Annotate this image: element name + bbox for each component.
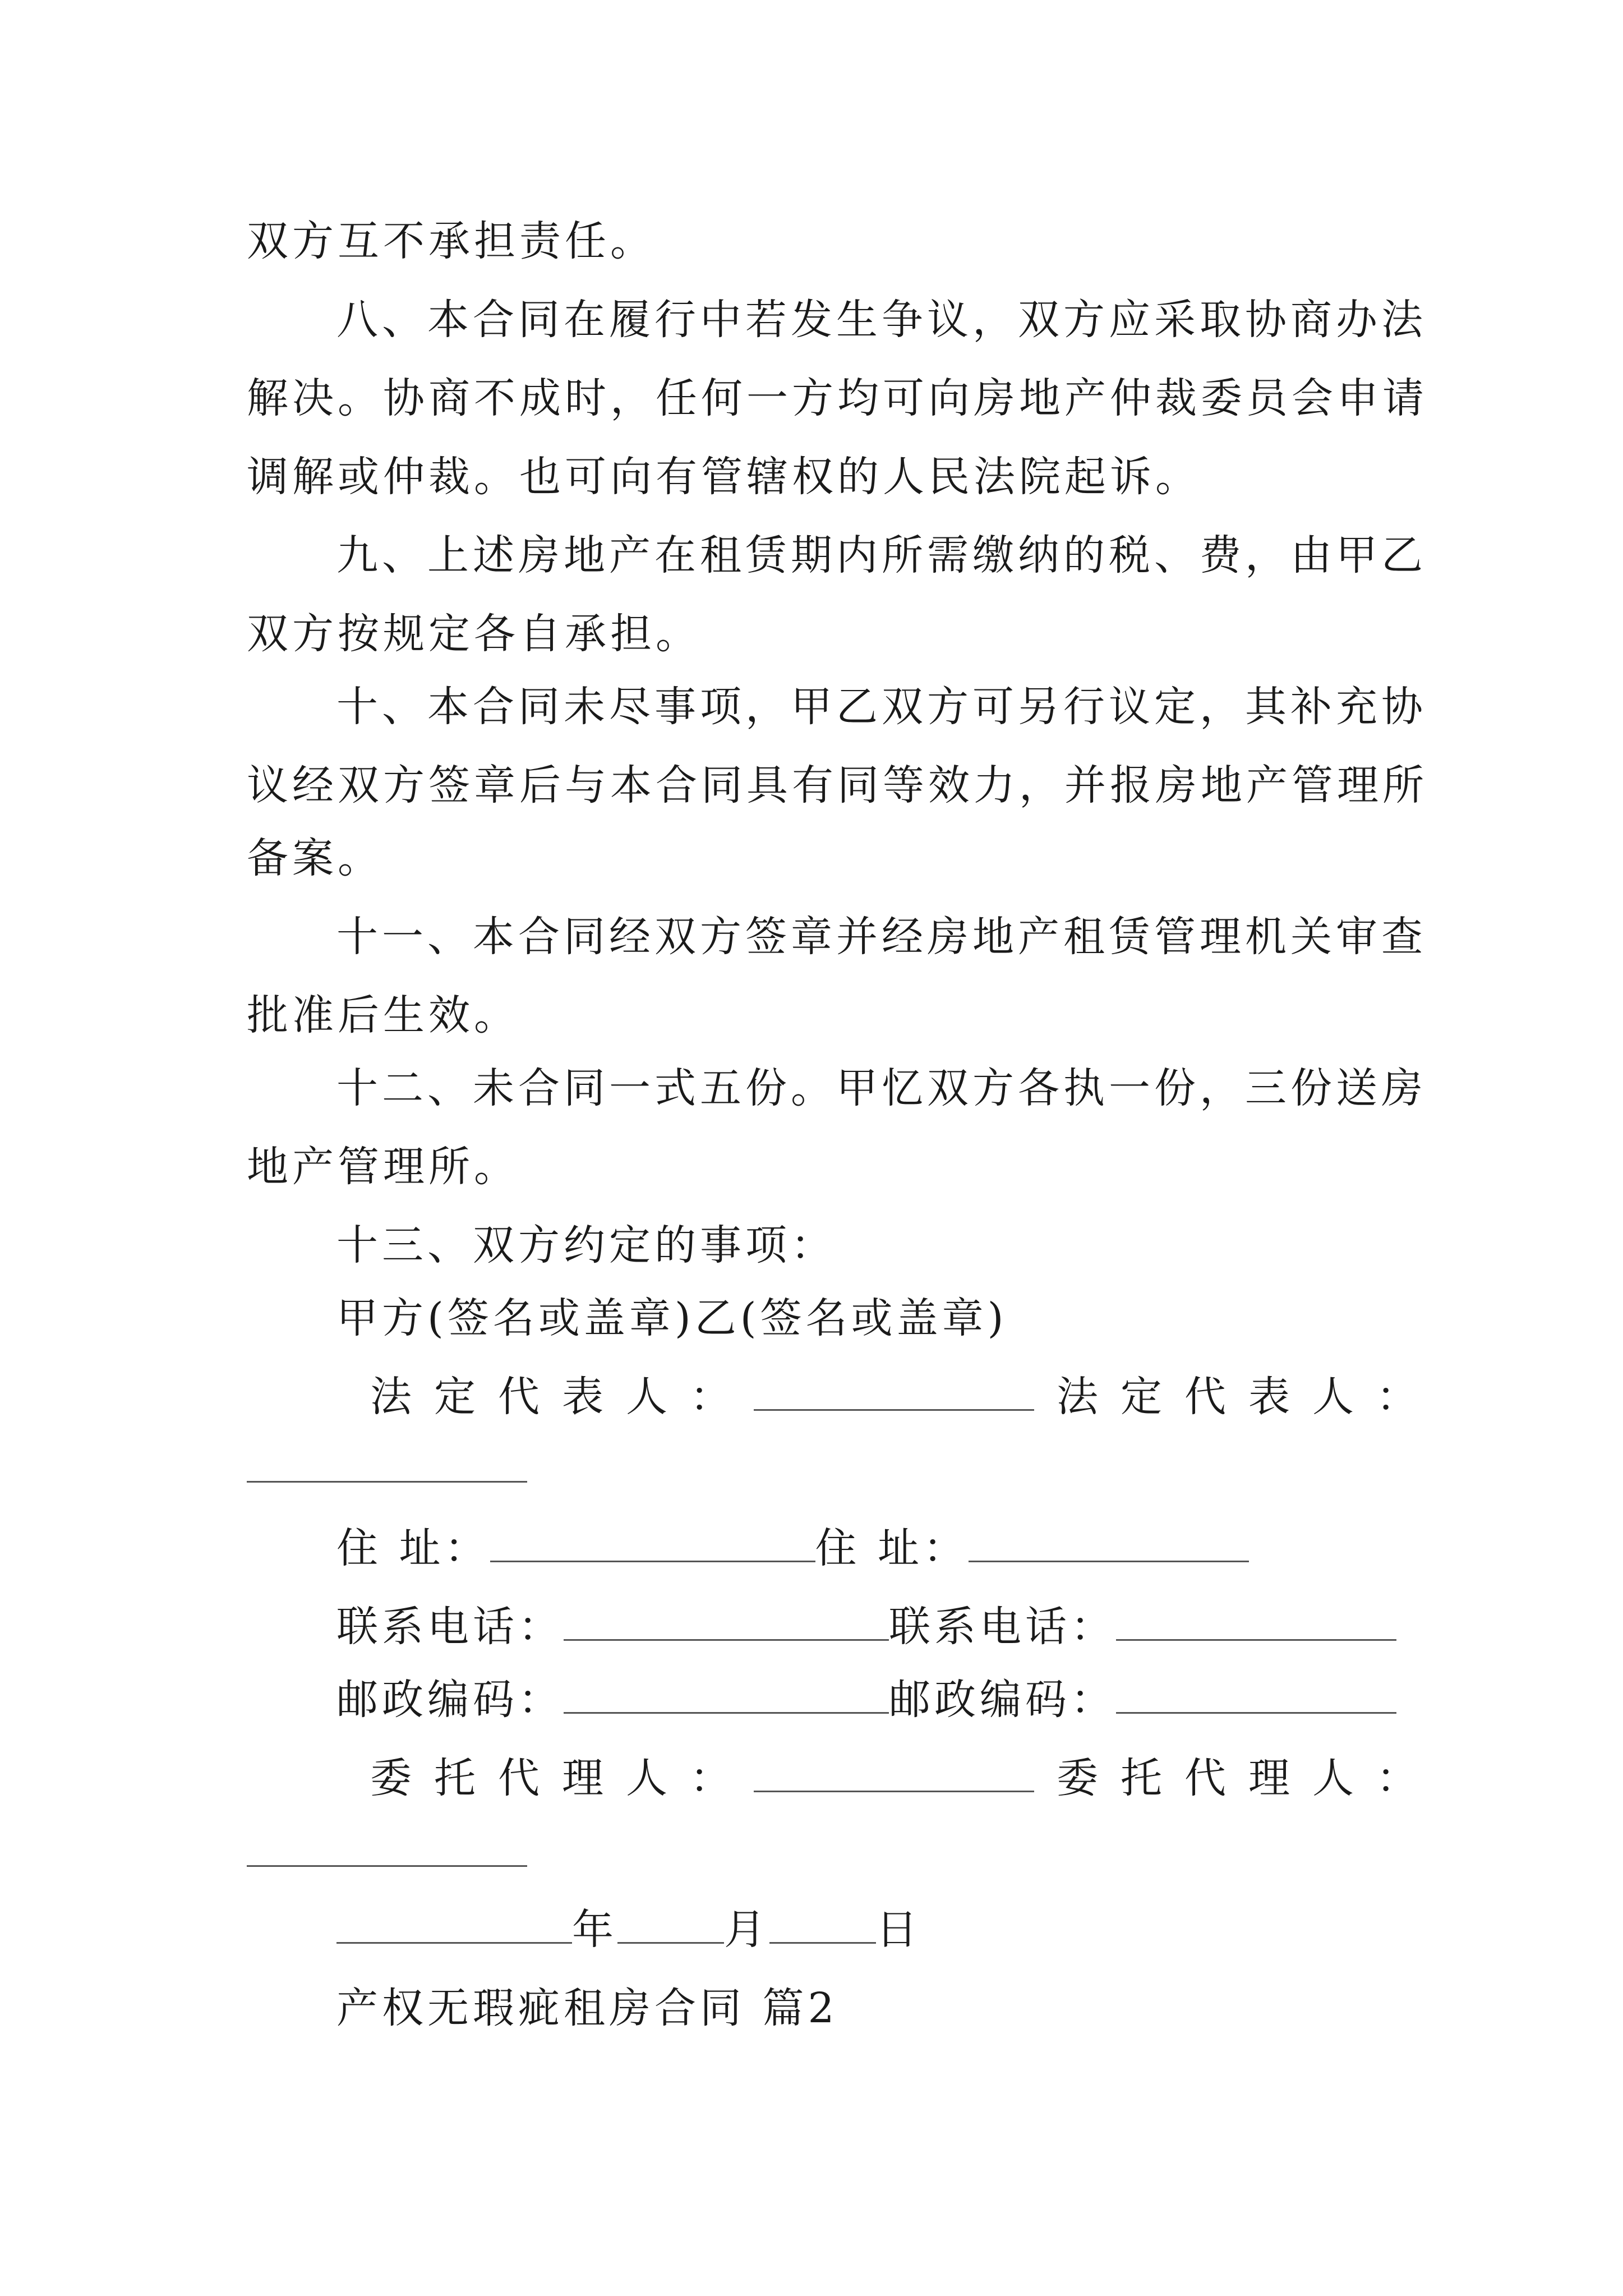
clause-9-line-2: 双方按规定各自承担。 (247, 610, 701, 658)
postal-row (336, 1672, 1396, 1728)
day-label: 日 (876, 1906, 921, 1954)
phone-a-blank (564, 1604, 889, 1641)
postal-a-label: 邮政编码： (336, 1676, 564, 1724)
clause-8-line-1: 八、本合同在履行中若发生争议，双方应采取协商办法 (336, 296, 1427, 344)
agent-b-blank (247, 1865, 527, 1867)
clause-10-line-1: 十、本合同未尽事项，甲乙双方可另行议定，其补充协 (336, 683, 1427, 731)
month-blank (617, 1907, 724, 1944)
clause-11-line-2: 批准后生效。 (247, 991, 519, 1039)
address-b-label: 住 址： (815, 1524, 969, 1572)
next-section-title: 产权无瑕疵租房合同 篇2 (336, 1984, 838, 2032)
paragraph-line: 双方互不承担责任。 (247, 217, 656, 265)
legal-rep-b-blank (247, 1481, 527, 1483)
agent-a-label: 委托代理人： (370, 1754, 754, 1802)
phone-row (336, 1599, 1396, 1655)
legal-rep-b-label: 法定代表人： (1057, 1373, 1440, 1421)
year-label: 年 (572, 1906, 617, 1954)
year-blank (336, 1907, 572, 1944)
clause-10-line-3: 备案。 (247, 834, 383, 882)
month-label: 月 (724, 1906, 769, 1954)
legal-rep-row (370, 1369, 1440, 1425)
clause-11-line-1: 十一、本合同经双方签章并经房地产租赁管理机关审查 (336, 913, 1427, 961)
address-row (336, 1520, 1249, 1576)
agent-row (370, 1750, 1440, 1806)
clause-10-line-2: 议经双方签章后与本合同具有同等效力，并报房地产管理所 (247, 761, 1428, 809)
clause-9-line-1: 九、上述房地产在租赁期内所需缴纳的税、费，由甲乙 (336, 531, 1427, 579)
phone-b-blank (1116, 1604, 1396, 1641)
phone-a-label: 联系电话： (336, 1603, 564, 1651)
clause-8-line-3: 调解或仲裁。也可向有管辖权的人民法院起诉。 (247, 453, 1201, 501)
day-blank (769, 1907, 876, 1944)
parties-signature-line: 甲方(签名或盖章)乙(签名或盖章) (336, 1294, 1008, 1342)
agent-a-blank (754, 1756, 1034, 1792)
address-a-blank (490, 1526, 815, 1562)
date-row (336, 1902, 921, 1958)
address-b-blank (969, 1526, 1249, 1562)
postal-b-label: 邮政编码： (889, 1676, 1116, 1724)
legal-rep-a-label: 法定代表人： (370, 1373, 754, 1421)
postal-a-blank (564, 1677, 889, 1714)
postal-b-blank (1116, 1677, 1396, 1714)
legal-rep-a-blank (754, 1374, 1034, 1411)
agent-b-label: 委托代理人： (1057, 1754, 1440, 1802)
clause-13: 十三、双方约定的事项： (336, 1221, 836, 1269)
clause-12-line-1: 十二、未合同一式五份。甲忆双方各执一份，三份送房 (336, 1064, 1427, 1112)
clause-12-line-2: 地产管理所。 (247, 1143, 519, 1191)
clause-8-line-2: 解决。协商不成时，任何一方均可向房地产仲裁委员会申请 (247, 374, 1428, 422)
phone-b-label: 联系电话： (889, 1603, 1116, 1651)
address-a-label: 住 址： (336, 1524, 490, 1572)
